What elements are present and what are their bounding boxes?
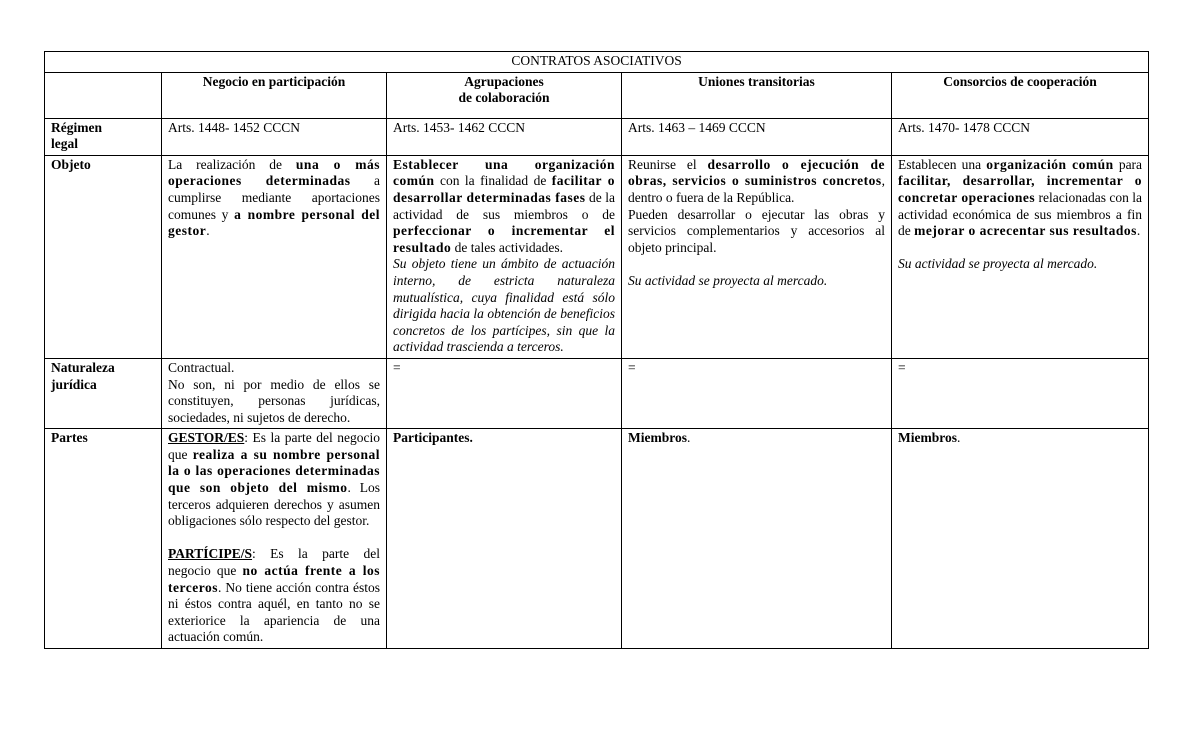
header-agrupaciones-line2: de colaboración: [458, 90, 550, 106]
text-run-bold: desarrollo o ejecución de obras, servicios o suministros concretos: [628, 156, 885, 189]
text-run: .: [957, 430, 961, 446]
text-run: Pueden desarrollar o ejecutar las obras y servicios complementarios y accesorios al objeto principal.: [628, 206, 885, 255]
text-run-bold: Miembros: [628, 430, 687, 446]
text-run-bold: Participantes.: [393, 430, 473, 446]
objeto-negocio: [162, 155, 387, 358]
row-naturaleza-juridica: [45, 358, 1149, 428]
text-run: : Es la parte del negocio que: [168, 430, 380, 462]
text-run-bold: facilitar o desarrollar determinadas fases: [393, 173, 615, 205]
text-run: . Los terceros adquieren derechos y asumen obligaciones sólo respecto del gestor.: [168, 480, 380, 529]
header-negocio-participacion: Negocio en participación: [162, 72, 387, 118]
regimen-uniones: Arts. 1463 – 1469 CCCN: [622, 118, 892, 155]
text-run-bold: a nombre personal del gestor: [168, 206, 380, 239]
text-run: para: [1113, 156, 1143, 172]
document-title: CONTRATOS ASOCIATIVOS: [45, 52, 1149, 73]
text-run-italic: Su actividad se proyecta al mercado.: [628, 272, 828, 288]
naturaleza-uniones: =: [622, 358, 892, 428]
partes-consorcios: [892, 429, 1149, 649]
text-run: . No tiene acción contra éstos ni éstos contra aquél, en tanto no se exteriorice la apariencia de una actuación común.: [168, 579, 380, 645]
regimen-agrupaciones: Arts. 1453- 1462 CCCN: [387, 118, 622, 155]
text-run: de tales actividades.: [451, 239, 563, 255]
naturaleza-consorcios: =: [892, 358, 1149, 428]
objeto-agrupaciones: [387, 155, 622, 358]
objeto-consorcios: [892, 155, 1149, 358]
label-naturaleza-line2: jurídica: [51, 376, 97, 392]
text-run: .: [687, 430, 691, 446]
text-run-bold: no actúa frente a los terceros: [168, 563, 380, 595]
text-run: Establecen una: [898, 156, 987, 172]
text-run: La realización de: [168, 156, 296, 172]
label-regimen-legal: [45, 118, 162, 155]
objeto-uniones: [622, 155, 892, 358]
text-run: a cumplirse mediante aportaciones comunes y: [168, 173, 380, 222]
row-regimen-legal: [45, 118, 1149, 155]
text-run: con la finalidad de: [434, 173, 552, 189]
text-run-bold: Miembros: [898, 430, 957, 446]
header-row: [45, 72, 1149, 118]
label-objeto: Objeto: [45, 155, 162, 358]
label-regimen-line1: Régimen: [51, 119, 102, 135]
header-consorcios-cooperacion: Consorcios de cooperación: [892, 72, 1149, 118]
regimen-consorcios: Arts. 1470- 1478 CCCN: [892, 118, 1149, 155]
text-run: .: [1136, 223, 1141, 239]
text-run-bold: una o más operaciones determinadas: [168, 156, 380, 189]
partes-agrupaciones: [387, 429, 622, 649]
label-partes: Partes: [45, 429, 162, 649]
naturaleza-negocio: [162, 358, 387, 428]
text-run-bold: realiza a su nombre personal la o las operaciones determinadas que son objeto del mismo: [168, 446, 380, 496]
row-objeto: [45, 155, 1149, 358]
text-run: de la actividad de sus miembros o de: [393, 189, 615, 222]
text-run: Reunirse el: [628, 156, 708, 172]
header-uniones-transitorias: Uniones transitorias: [622, 72, 892, 118]
text-run: .: [206, 223, 210, 239]
header-agrupaciones-line1: Agrupaciones: [464, 73, 544, 89]
text-run: relacionadas con la actividad económica de sus miembros a fin de: [898, 189, 1143, 239]
text-run: No son, ni por medio de ellos se constituyen, personas jurídicas, sociedades, ni sujetos de derecho.: [168, 376, 380, 425]
text-run-bold: facilitar, desarrollar, incrementar o concretar operaciones: [898, 173, 1143, 205]
row-partes: [45, 429, 1149, 649]
label-naturaleza-line1: Naturaleza: [51, 359, 115, 375]
text-run: Contractual.: [168, 359, 235, 375]
text-run-bold: organización común: [986, 156, 1114, 172]
partes-negocio: [162, 429, 387, 649]
naturaleza-agrupaciones: =: [387, 358, 622, 428]
text-run-bold: perfeccionar o incrementar el resultado: [393, 223, 615, 255]
label-naturaleza-juridica: [45, 358, 162, 428]
partes-uniones: [622, 429, 892, 649]
text-run-italic: Su objeto tiene un ámbito de actuación interno, de estricta naturaleza mutualística, cuya finalidad está sólo dirigida hacia la obtención de beneficios concretos de los partícipes, sin que la actividad trascienda a terceros.: [393, 256, 615, 355]
title-row: [45, 52, 1149, 73]
text-run-italic: Su actividad se proyecta al mercado.: [898, 256, 1098, 272]
header-empty-cell: [45, 72, 162, 118]
text-run: : Es la parte del negocio que: [168, 546, 380, 579]
text-run: , dentro o fuera de la República.: [628, 173, 885, 205]
text-run-bold: Establecer una organización común: [393, 156, 615, 189]
header-agrupaciones-colaboracion: [387, 72, 622, 118]
text-run-bold-underline: GESTOR/ES: [168, 430, 245, 446]
text-run-bold: mejorar o acrecentar sus resultados: [914, 223, 1137, 239]
label-regimen-line2: legal: [51, 136, 78, 152]
regimen-negocio: Arts. 1448- 1452 CCCN: [162, 118, 387, 155]
text-run-bold-underline: PARTÍCIPE/S: [168, 546, 253, 562]
contracts-table: [44, 51, 1149, 649]
